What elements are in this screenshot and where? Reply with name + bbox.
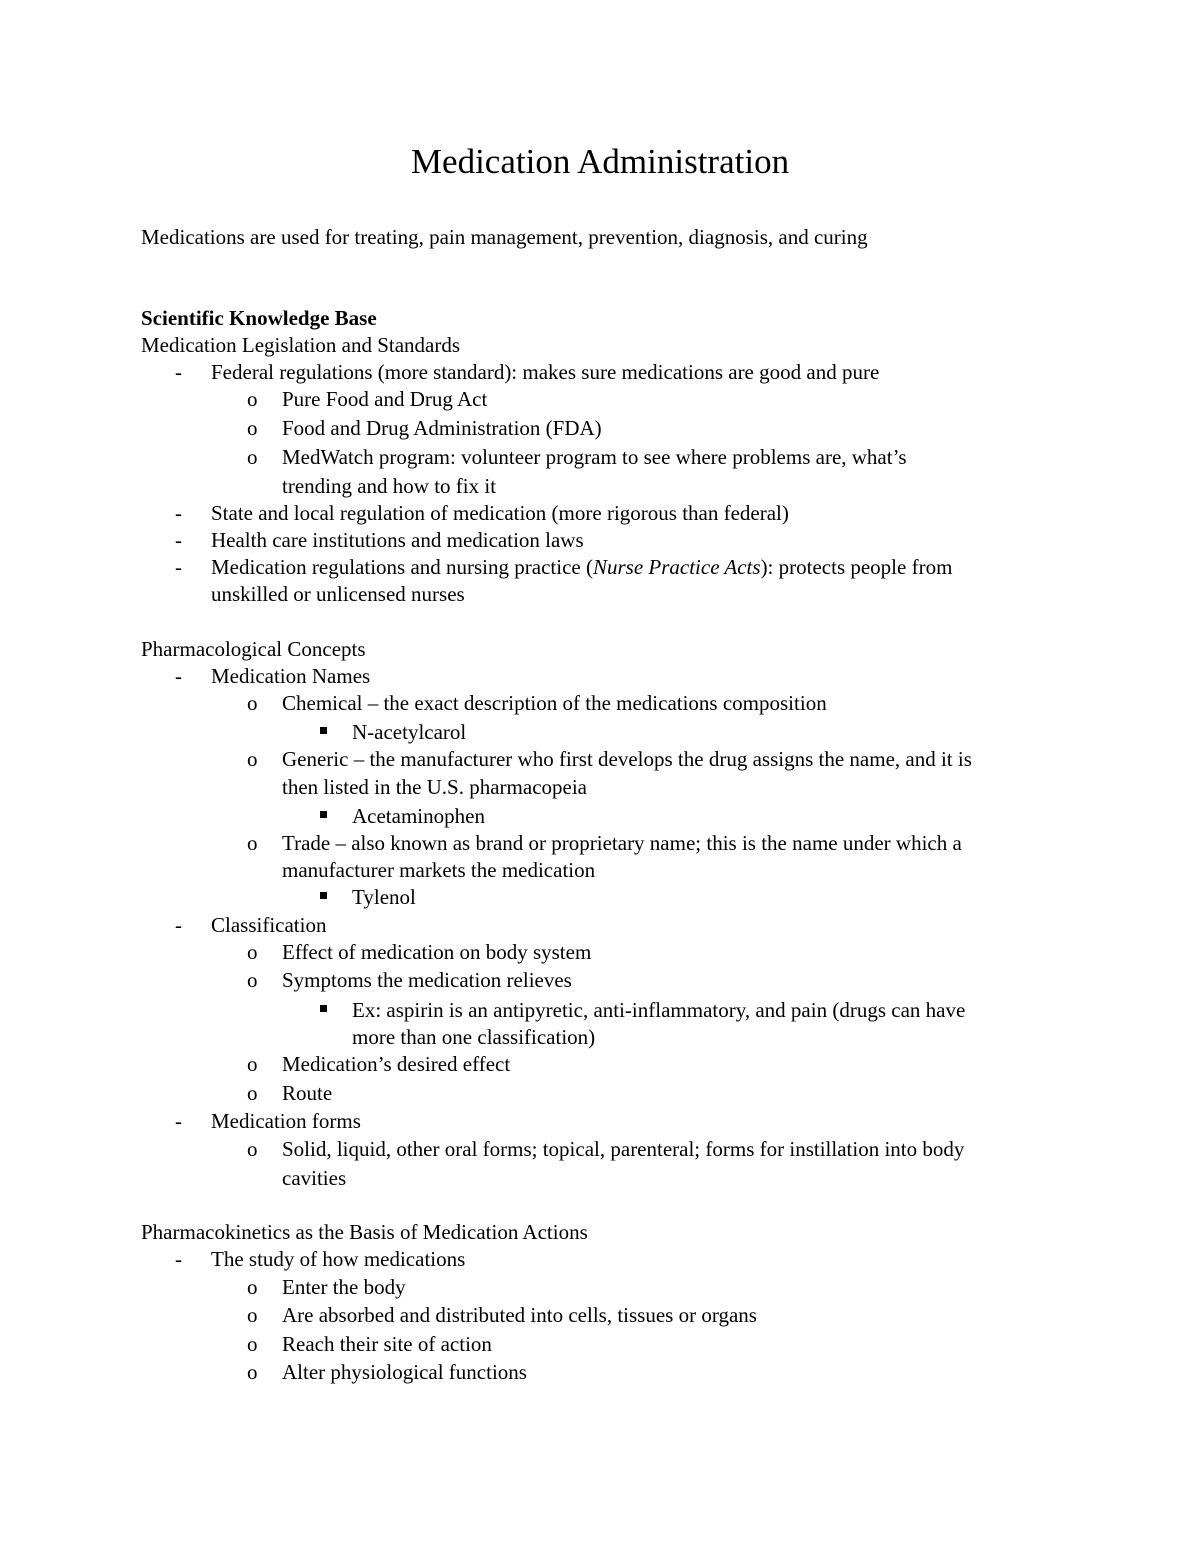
list-item: Federal regulations (more standard): makes sure medications are good and pure [211, 360, 880, 384]
subsection-heading-legislation: Medication Legislation and Standards [141, 333, 461, 357]
dash-bullet: - [175, 528, 182, 552]
dash-bullet: - [175, 1247, 182, 1271]
nurse-practice-acts-italic: Nurse Practice Acts [592, 555, 761, 579]
list-item: State and local regulation of medication (more rigorous than federal) [211, 501, 789, 525]
list-item-continuation: trending and how to fix it [282, 474, 497, 498]
list-item: Pure Food and Drug Act [282, 387, 488, 411]
square-bullet [320, 1005, 327, 1012]
list-item: Medication forms [211, 1109, 361, 1133]
list-item: MedWatch program: volunteer program to see where problems are, what’s [282, 445, 907, 469]
dash-bullet: - [175, 360, 182, 384]
circle-bullet: o [247, 1332, 258, 1356]
subsection-heading-pharmacokinetics: Pharmacokinetics as the Basis of Medication Actions [141, 1220, 588, 1244]
list-item: Classification [211, 913, 327, 937]
list-item: Are absorbed and distributed into cells, tissues or organs [282, 1303, 757, 1327]
list-item: Medication’s desired effect [282, 1052, 511, 1076]
section-heading: Scientific Knowledge Base [141, 306, 377, 330]
dash-bullet: - [175, 913, 182, 937]
circle-bullet: o [247, 1081, 258, 1105]
list-item: Chemical – the exact description of the medications composition [282, 691, 827, 715]
list-item-continuation: then listed in the U.S. pharmacopeia [282, 775, 588, 799]
nursing-text-start: Medication regulations and nursing practice ( [211, 555, 593, 579]
square-bullet [320, 727, 327, 734]
list-item: Symptoms the medication relieves [282, 968, 572, 992]
dash-bullet: - [175, 1109, 182, 1133]
list-item: Medication Names [211, 664, 371, 688]
list-item: Acetaminophen [352, 804, 485, 828]
circle-bullet: o [247, 1303, 258, 1327]
circle-bullet: o [247, 831, 258, 855]
intro-text: Medications are used for treating, pain management, prevention, diagnosis, and curing [141, 225, 868, 249]
circle-bullet: o [247, 747, 258, 771]
list-item: Effect of medication on body system [282, 940, 592, 964]
list-item-continuation: unskilled or unlicensed nurses [211, 582, 465, 606]
list-item: Enter the body [282, 1275, 406, 1299]
circle-bullet: o [247, 691, 258, 715]
subsection-heading-pharmacological: Pharmacological Concepts [141, 637, 366, 661]
circle-bullet: o [247, 1137, 258, 1161]
list-item: Generic – the manufacturer who first develops the drug assigns the name, and it is [282, 747, 972, 771]
list-item-continuation: manufacturer markets the medication [282, 858, 596, 882]
circle-bullet: o [247, 1360, 258, 1384]
circle-bullet: o [247, 416, 258, 440]
list-item: Tylenol [352, 885, 416, 909]
circle-bullet: o [247, 387, 258, 411]
square-bullet [320, 811, 327, 818]
document-title: Medication Administration [410, 142, 790, 181]
list-item: Food and Drug Administration (FDA) [282, 416, 602, 440]
dash-bullet: - [175, 664, 182, 688]
circle-bullet: o [247, 1275, 258, 1299]
list-item-continuation: more than one classification) [352, 1025, 596, 1049]
circle-bullet: o [247, 968, 258, 992]
list-item [211, 554, 952, 581]
list-item-continuation: cavities [282, 1166, 347, 1190]
nursing-text-end: ): protects people from [760, 555, 953, 579]
list-item: Trade – also known as brand or proprietary name; this is the name under which a [282, 831, 962, 855]
list-item: Alter physiological functions [282, 1360, 527, 1384]
list-item: Route [282, 1081, 333, 1105]
list-item: Reach their site of action [282, 1332, 492, 1356]
list-item: Ex: aspirin is an antipyretic, anti-inflammatory, and pain (drugs can have [352, 998, 966, 1022]
dash-bullet: - [175, 501, 182, 525]
list-item: Solid, liquid, other oral forms; topical, parenteral; forms for instillation into body [282, 1137, 965, 1161]
list-item: The study of how medications [211, 1247, 466, 1271]
list-item: N-acetylcarol [352, 720, 467, 744]
circle-bullet: o [247, 445, 258, 469]
circle-bullet: o [247, 940, 258, 964]
dash-bullet: - [175, 555, 182, 579]
circle-bullet: o [247, 1052, 258, 1076]
list-item: Health care institutions and medication laws [211, 528, 584, 552]
square-bullet [320, 892, 327, 899]
